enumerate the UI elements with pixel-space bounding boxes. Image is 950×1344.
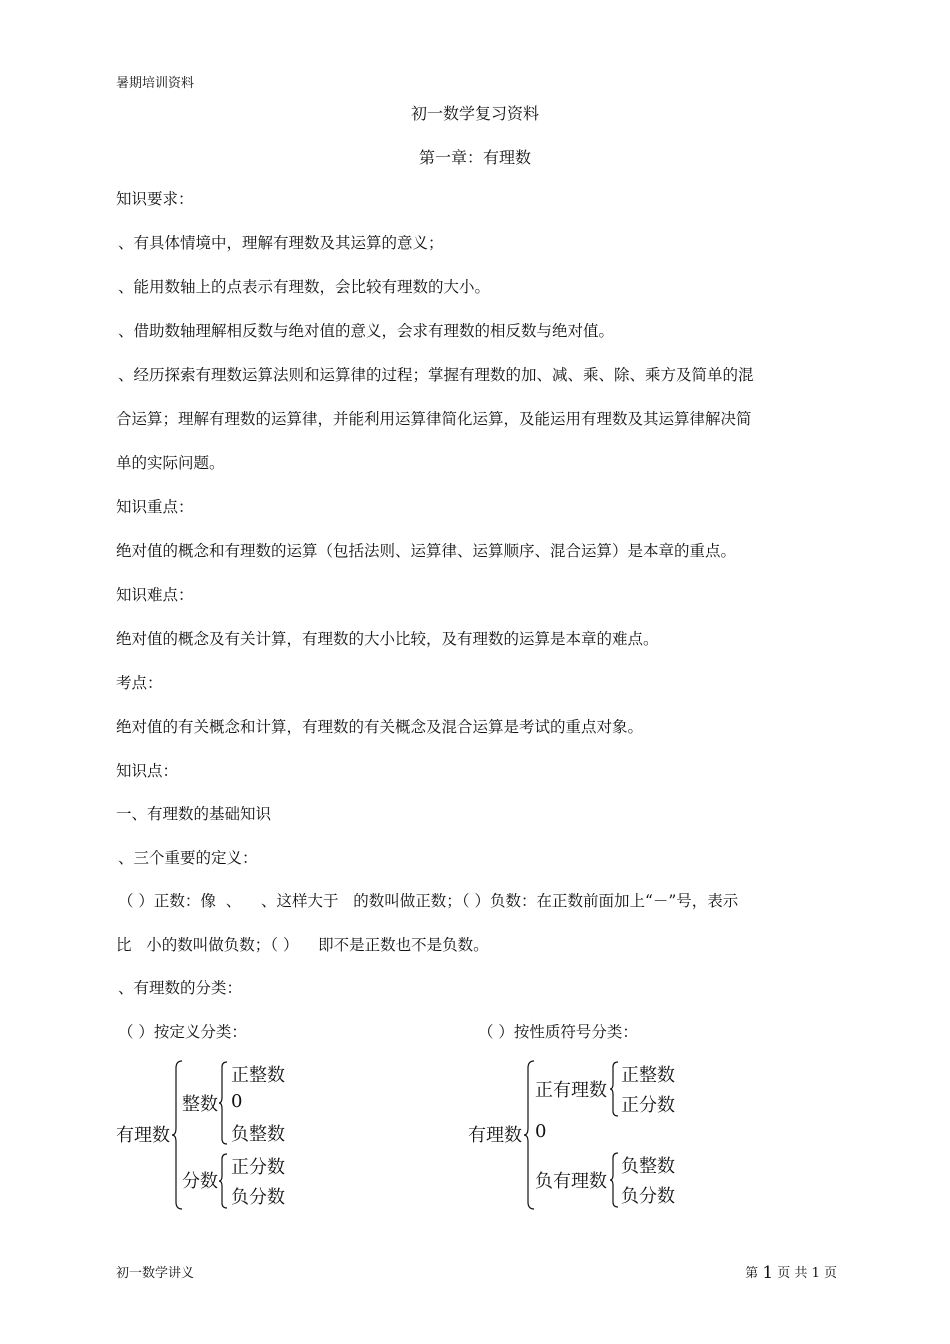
page-indicator xyxy=(745,1262,837,1282)
page-suffix: 页 xyxy=(823,1266,837,1281)
requirement-item: 、借助数轴理解相反数与绝对值的意义，会求有理数的相反数与绝对值。 xyxy=(118,322,615,340)
tree-leaf: 正分数 xyxy=(621,1095,675,1116)
tree-node-fraction: 分数 xyxy=(182,1171,218,1192)
tree-leaf: 正整数 xyxy=(621,1065,675,1086)
left-brace-icon xyxy=(219,1153,229,1209)
tree-leaf: 0 xyxy=(231,1091,243,1112)
definition-text: （ ）正数：像 、 、这样大于 的数叫做正数；（ ）负数：在正数前面加上“－”号，表示 xyxy=(118,892,739,910)
tree-leaf: 正分数 xyxy=(231,1157,285,1178)
document-title: 初一数学复习资料 xyxy=(410,104,539,123)
requirement-item: 、有具体情境中，理解有理数及其运算的意义； xyxy=(118,234,444,252)
tree-node-integer: 整数 xyxy=(182,1094,218,1115)
page-prefix: 第 xyxy=(745,1266,759,1281)
tree-leaf: 负整数 xyxy=(621,1156,675,1177)
difficulties-text: 绝对值的概念及有关计算，有理数的大小比较，及有理数的运算是本章的难点。 xyxy=(116,630,659,648)
exam-points-text: 绝对值的有关概念和计算，有理数的有关概念及混合运算是考试的重点对象。 xyxy=(116,718,644,736)
tree-node-positive: 正有理数 xyxy=(535,1080,607,1101)
section-heading-requirements: 知识要求： xyxy=(116,190,194,208)
classification-heading: 、有理数的分类： xyxy=(118,979,243,997)
tree-leaf: 正整数 xyxy=(231,1065,285,1086)
tree-root-label: 有理数 xyxy=(116,1125,170,1146)
section-heading-key-points: 知识重点： xyxy=(116,498,194,516)
page-mid: 页 共 xyxy=(777,1266,808,1281)
section-heading-exam-points: 考点： xyxy=(116,674,163,692)
chapter-title: 第一章：有理数 xyxy=(418,148,531,167)
tree-leaf: 负分数 xyxy=(231,1187,285,1208)
tree-node-zero: 0 xyxy=(535,1121,547,1142)
left-brace-icon xyxy=(610,1152,620,1208)
key-points-text: 绝对值的概念和有理数的运算（包括法则、运算律、运算顺序、混合运算）是本章的重点。 xyxy=(116,542,737,560)
tree-root-label: 有理数 xyxy=(468,1125,522,1146)
classify-by-definition-heading: （ ）按定义分类： xyxy=(118,1023,247,1041)
page-number: 1 xyxy=(762,1263,774,1283)
requirement-item: 、能用数轴上的点表示有理数，会比较有理数的大小。 xyxy=(118,278,491,296)
requirement-item: 、经历探索有理数运算法则和运算律的过程；掌握有理数的加、减、乘、除、乘方及简单的混 xyxy=(118,366,754,384)
classify-by-sign-heading: （ ）按性质符号分类： xyxy=(478,1023,638,1041)
tree-node-negative: 负有理数 xyxy=(535,1171,607,1192)
section-heading-difficulties: 知识难点： xyxy=(116,586,194,604)
footer-left: 初一数学讲义 xyxy=(116,1266,195,1281)
requirement-item-cont: 单的实际问题。 xyxy=(116,454,225,472)
definition-heading: 、三个重要的定义： xyxy=(118,849,258,867)
left-brace-icon xyxy=(610,1061,620,1117)
definition-text-cont: 比 小的数叫做负数；（ ） 即不是正数也不是负数。 xyxy=(116,936,489,954)
total-pages: 1 xyxy=(811,1266,820,1281)
tree-leaf: 负分数 xyxy=(621,1186,675,1207)
left-brace-icon xyxy=(219,1061,229,1145)
subsection-heading: 一、有理数的基础知识 xyxy=(116,805,272,823)
page-header: 暑期培训资料 xyxy=(116,76,195,91)
requirement-item-cont: 合运算；理解有理数的运算律，并能利用运算律简化运算，及能运用有理数及其运算律解决简 xyxy=(116,410,752,428)
section-heading-knowledge: 知识点： xyxy=(116,762,179,780)
tree-leaf: 负整数 xyxy=(231,1124,285,1145)
